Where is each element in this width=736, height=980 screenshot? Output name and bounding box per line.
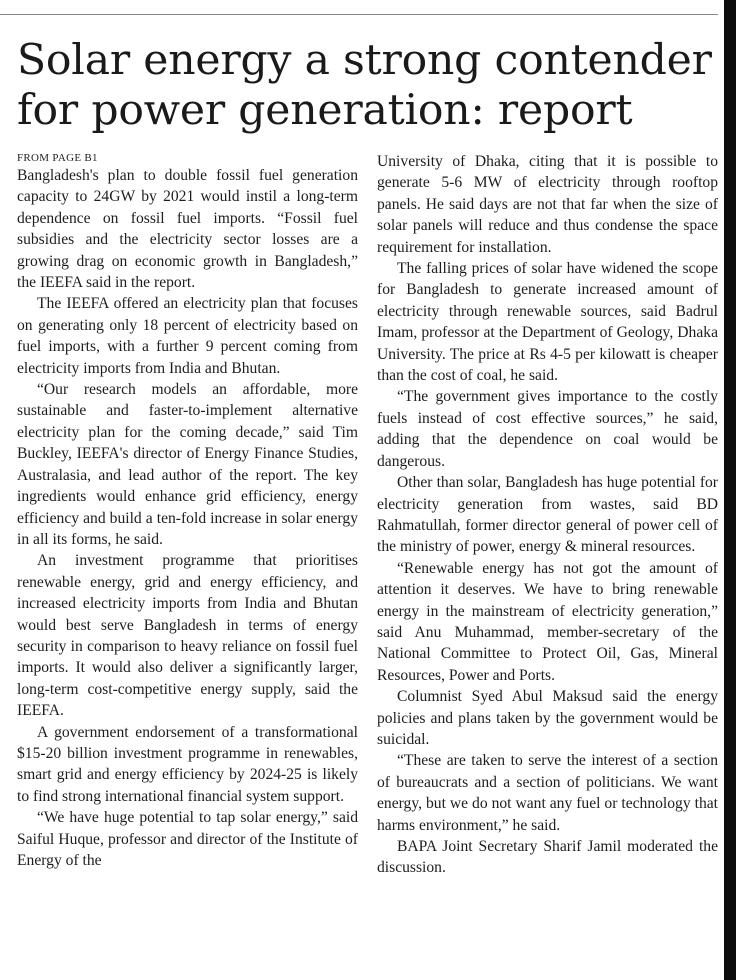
paragraph: “These are taken to serve the interest of a section of bureaucrats and a section of politicians. We want energy, but we do not want any fuel or technology that harms environment,” he said. (377, 752, 718, 834)
top-divider (0, 14, 718, 15)
paragraph: “Renewable energy has not got the amount of attention it deserves. We have to bring renewable energy in the mainstream of electricity generation,” said Anu Muhammad, member-secretary of the National Committee to Protect Oil, Gas, Mineral Resources, Power and Ports. (377, 559, 718, 684)
paragraph: University of Dhaka, citing that it is possible to generate 5-6 MW of electricity through rooftop panels. He said days are not that far when the size of solar panels will reduce and thus condense the space requirement for installation. (377, 153, 718, 256)
paragraph: “Our research models an affordable, more sustainable and faster-to-implement alternative electricity plan for the coming decade,” said Tim Buckley, IEEFA's director of Energy Finance Studies, Australasia, and lead author of the report. The key ingredients would enhance grid efficiency, energy efficiency and build a ten-fold increase in solar energy in all its forms, he said. (17, 381, 358, 548)
paragraph: Other than solar, Bangladesh has huge potential for electricity generation from wastes, said BD Rahmatullah, former director general of power cell of the ministry of power, energy & mineral resources. (377, 474, 718, 556)
paragraph: Columnist Syed Abul Maksud said the energy policies and plans taken by the government would be suicidal. (377, 688, 718, 748)
article-headline: Solar energy a strong contender for power generation: report (17, 36, 712, 135)
paragraph: An investment programme that prioritises renewable energy, grid and energy efficiency, and increased electricity imports from India and Bhutan would best serve Bangladesh in terms of energy security in comparison to heavy reliance on fossil fuel imports. It would also deliver a significantly larger, long-term cost-competitive energy supply, said the IEEFA. (17, 552, 358, 720)
paragraph: “We have huge potential to tap solar energy,” said Saiful Huque, professor and director of the Institute of Energy of the (17, 809, 358, 869)
paragraph: The falling prices of solar have widened the scope for Bangladesh to generate increased amount of electricity through renewable sources, said Badrul Imam, professor at the Department of Geology, Dhaka University. The price at Rs 4-5 per kilowatt is cheaper than the cost of coal, he said. (377, 260, 718, 385)
paragraph: Bangladesh's plan to double fossil fuel generation capacity to 24GW by 2021 would instil a long-term dependence on fossil fuel imports. “Fossil fuel subsidies and the electricity sector losses are a growing drag on economic growth in Bangladesh,” the IEEFA said in the report. (17, 167, 358, 292)
dateline: FROM PAGE B1 (17, 152, 98, 164)
paragraph: BAPA Joint Secretary Sharif Jamil moderated the discussion. (377, 838, 718, 877)
page-edge-bar (724, 0, 736, 980)
right-column (377, 151, 718, 879)
left-column (17, 151, 358, 871)
paragraph: A government endorsement of a transformational $15-20 billion investment programme in renewables, smart grid and energy efficiency by 2024-25 is likely to find strong international financial system support. (17, 723, 358, 805)
paragraph: The IEEFA offered an electricity plan that focuses on generating only 18 percent of electricity based on fuel imports, with a further 9 percent coming from electricity imports from India and Bhutan. (17, 295, 358, 377)
paragraph: “The government gives importance to the costly fuels instead of cost effective sources,” he said, adding that the dependence on coal would be dangerous. (377, 388, 718, 470)
